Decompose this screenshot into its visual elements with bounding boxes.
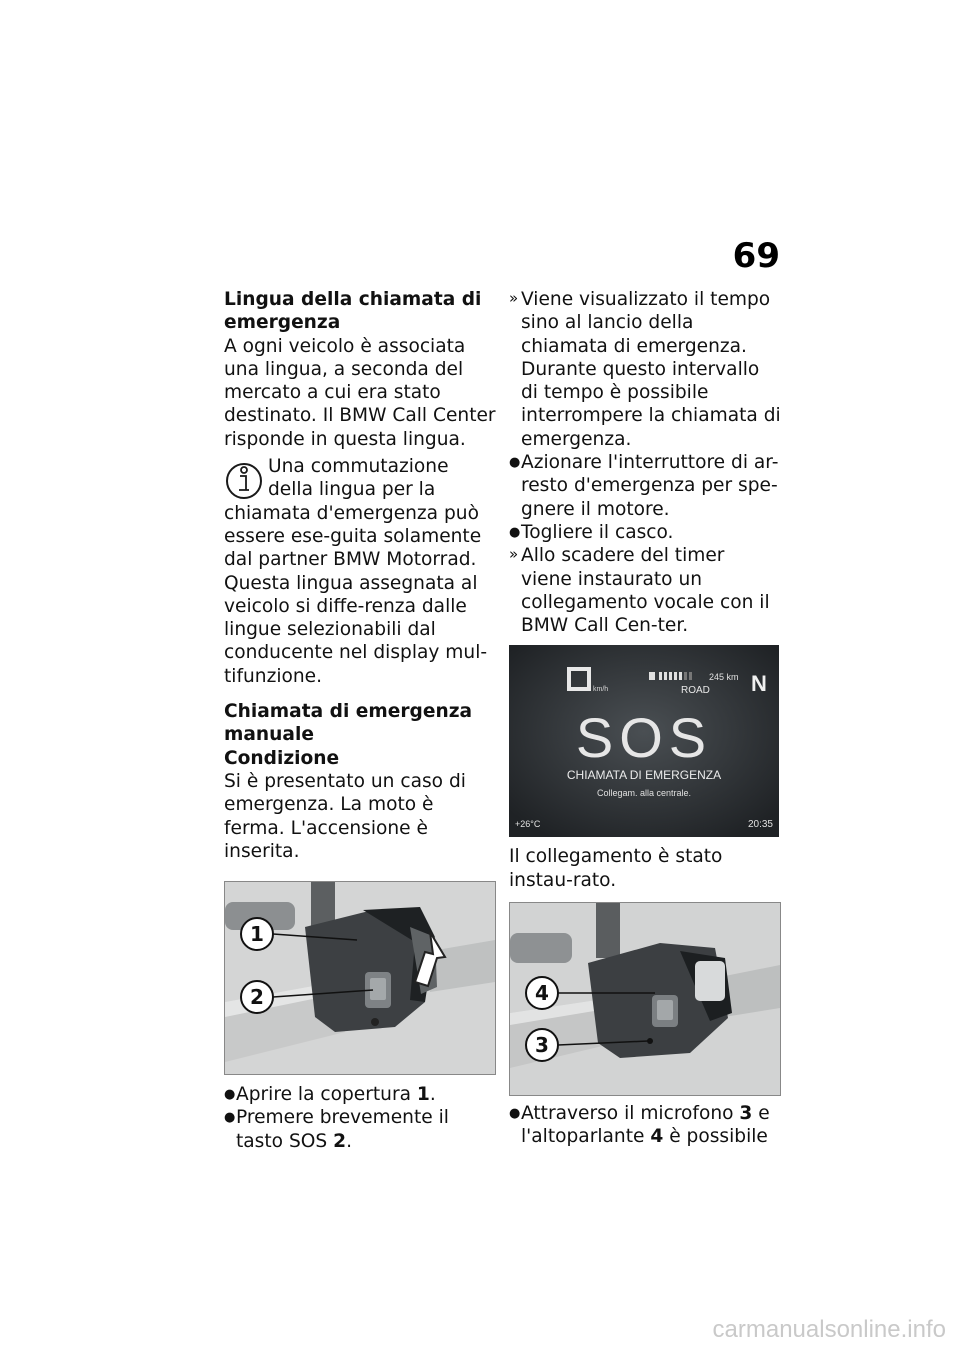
step-tail: .	[429, 1084, 436, 1106]
info-note-text: Una commutazione della lingua per la chiamata d'emergenza può essere ese-guita solamente dal partner BMW Motorrad. Questa lingua assegnata al veicolo si diffe-renza dalle lingue selezionabili dal conducente nel display mul-tifunzione.	[224, 456, 488, 687]
step-text: Premere brevemente il tasto SOS	[236, 1107, 449, 1152]
speed-unit: km/h	[593, 686, 609, 694]
callout-4: 4	[535, 981, 549, 1006]
clock: 20:35	[747, 819, 773, 831]
step-ref: 3	[739, 1103, 753, 1125]
step-ref: 4	[650, 1126, 664, 1148]
paragraph-connected: Il collegamento è stato instau-rato.	[509, 846, 723, 891]
list-item	[509, 544, 781, 637]
bullet-icon: ●	[509, 524, 521, 540]
temperature: +26°C	[515, 819, 541, 830]
range-readout: 245 km	[709, 672, 739, 683]
page-number: 69	[732, 236, 780, 276]
item-text: Allo scadere del timer viene instaurato un collegamento vocale con il BMW Call Cen-ter.	[521, 545, 770, 637]
result-arrow-icon: »	[509, 289, 519, 307]
emergency-title: CHIAMATA DI EMERGENZA	[566, 768, 722, 783]
bullet-icon: ●	[224, 1110, 236, 1126]
result-arrow-icon: »	[509, 545, 519, 564]
step-text-mid: e l'altoparlante	[521, 1103, 770, 1148]
step-text: Aprire la copertura	[236, 1084, 417, 1106]
handlebar-switch-figure	[224, 881, 496, 1075]
list-item	[509, 288, 781, 451]
list-item	[224, 1083, 496, 1106]
bullet-icon: ●	[509, 455, 521, 471]
fuel-icon	[649, 672, 655, 680]
info-note	[224, 455, 496, 688]
connection-status: Collegam. alla centrale.	[596, 788, 692, 799]
bullet-icon: ●	[509, 1106, 521, 1122]
gear-indicator: N	[751, 671, 767, 697]
item-text: Azionare l'interruttore di ar-resto d'emergenza per spe-gnere il motore.	[521, 452, 779, 520]
step-ref: 2	[333, 1130, 347, 1152]
right-column	[509, 288, 781, 1149]
right-final-steps	[509, 1102, 781, 1149]
section-heading-language: Lingua della chiamata di emergenza	[224, 289, 482, 334]
info-icon	[224, 457, 264, 501]
watermark: carmanualsonline.info	[712, 1316, 946, 1343]
list-item	[509, 521, 781, 544]
step-tail: .	[346, 1130, 352, 1152]
tft-display-figure	[509, 645, 779, 837]
sos-text: SOS	[575, 706, 713, 770]
item-text: Viene visualizzato il tempo sino al lancio della chiamata di emergenza. Durante questo intervallo di tempo è possibile interrompere la chiamata di emergenza.	[521, 289, 781, 450]
step-text: Attraverso il microfono	[521, 1103, 740, 1125]
right-steps	[509, 288, 781, 637]
riding-mode: ROAD	[681, 685, 710, 697]
section-heading-manual-call: Chiamata di emergenza manuale	[224, 701, 473, 746]
subheading-condition: Condizione	[224, 747, 340, 769]
list-item	[509, 451, 781, 521]
callout-3: 3	[535, 1033, 549, 1058]
step-ref: 1	[416, 1084, 430, 1106]
item-text: Togliere il casco.	[521, 521, 674, 543]
left-column	[224, 288, 496, 1153]
step-tail: è possibile	[663, 1126, 768, 1148]
callout-1: 1	[250, 922, 264, 947]
list-item	[224, 1106, 496, 1153]
bullet-icon: ●	[224, 1087, 236, 1103]
callout-2: 2	[250, 985, 264, 1010]
paragraph-language: A ogni veicolo è associata una lingua, a seconda del mercato a cui era stato destinato. Il BMW Call Center risponde in questa lingua.	[224, 335, 496, 450]
microphone-speaker-figure	[509, 902, 781, 1096]
paragraph-condition: Si è presentato un caso di emergenza. La moto è ferma. L'accensione è inserita.	[224, 770, 466, 862]
left-steps	[224, 1083, 496, 1153]
list-item	[509, 1102, 781, 1149]
